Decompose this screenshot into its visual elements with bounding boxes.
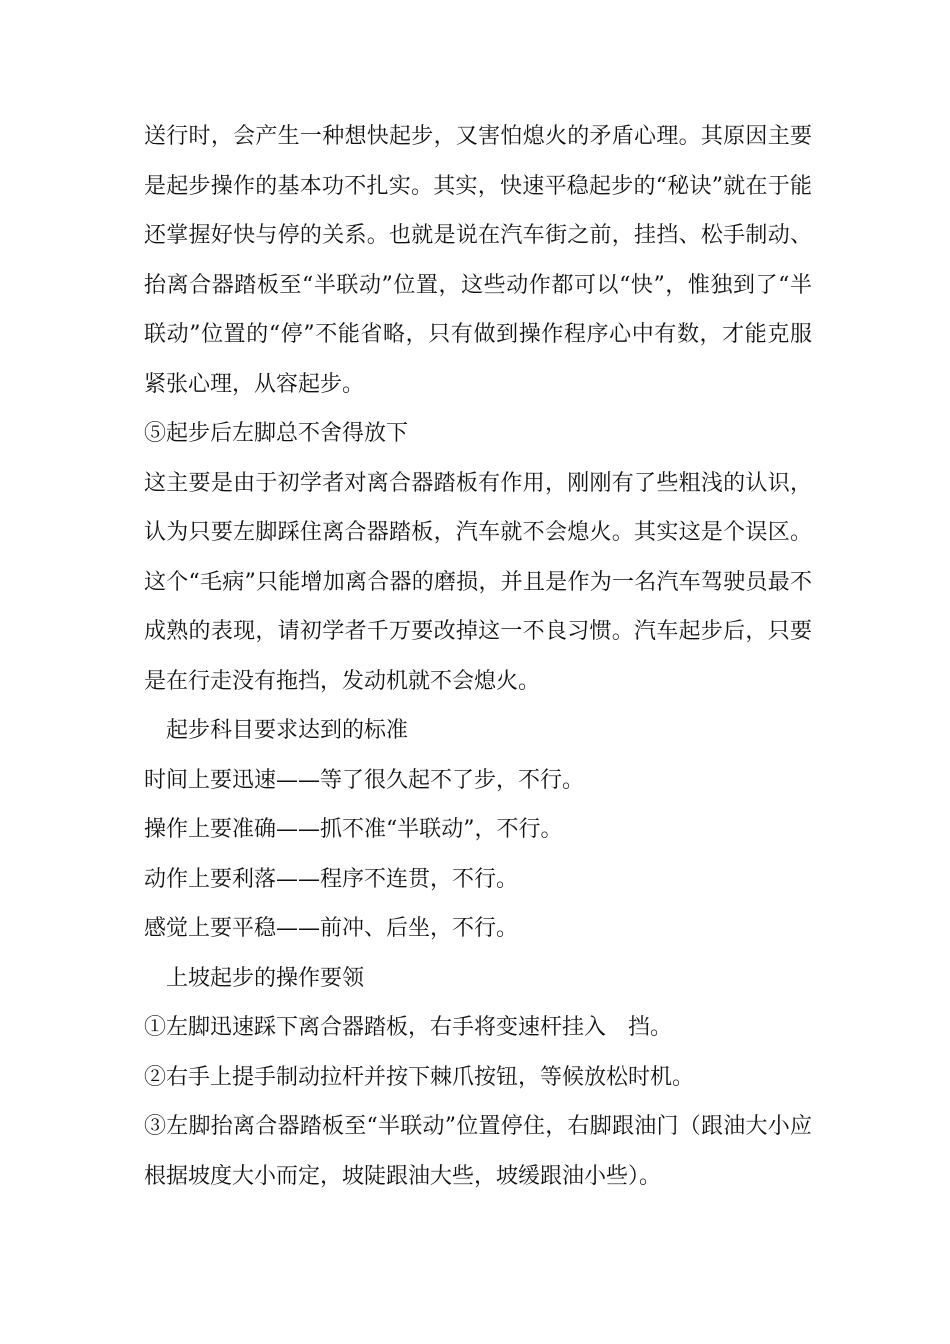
- heading-start-standards: 起步科目要求达到的标准: [166, 718, 409, 743]
- document-page: [144, 112, 812, 1201]
- standard-item: 操作上要准确——抓不准“半联动”，不行。: [144, 817, 563, 842]
- paragraph-start-anxiety: 送行时，会产生一种想快起步，又害怕熄火的矛盾心理。其原因主要是起步操作的基本功不扎实。其实，快速平稳起步的“秘诀”就在于能还掌握好快与停的关系。也就是说在汽车街之前，挂挡、松手制动、抬离合器踏板至“半联动”位置，这些动作都可以“快”，惟独到了“半联动”位置的“停”不能省略，只有做到操作程序心中有数，才能克服紧张心理，从容起步。: [144, 124, 812, 397]
- standard-item: 感觉上要平稳——前冲、后坐，不行。: [144, 916, 519, 941]
- standard-item: 时间上要迅速——等了很久起不了步，不行。: [144, 767, 585, 793]
- paragraph-clutch-habit: 这主要是由于初学者对离合器踏板有作用，刚刚有了些粗浅的认识，认为只要左脚踩住离合器踏板，汽车就不会熄火。其实这是个误区。这个“毛病”只能增加离合器的磨损，并且是作为一名汽车驾驶员最不成熟的表现，请初学者千万要改掉这一不良习惯。汽车起步后，只要是在行走没有拖挡，发动机就不会熄火。: [144, 470, 812, 694]
- step-item: ③左脚抬离合器踏板至“半联动”位置停住，右脚跟油门（跟油大小应根据坡度大小而定，坡陡跟油大些，坡缓跟油小些）。: [144, 1114, 812, 1189]
- step-item: ①左脚迅速踩下离合器踏板，右手将变速杆挂入 挡。: [144, 1015, 673, 1040]
- step-item: ②右手上提手制动拉杆并按下棘爪按钮，等候放松时机。: [144, 1064, 695, 1090]
- heading-left-foot: ⑤起步后左脚总不舍得放下: [144, 421, 409, 446]
- standard-item: 动作上要利落——程序不连贯，不行。: [144, 866, 519, 892]
- heading-uphill-start: 上坡起步的操作要领: [166, 965, 365, 991]
